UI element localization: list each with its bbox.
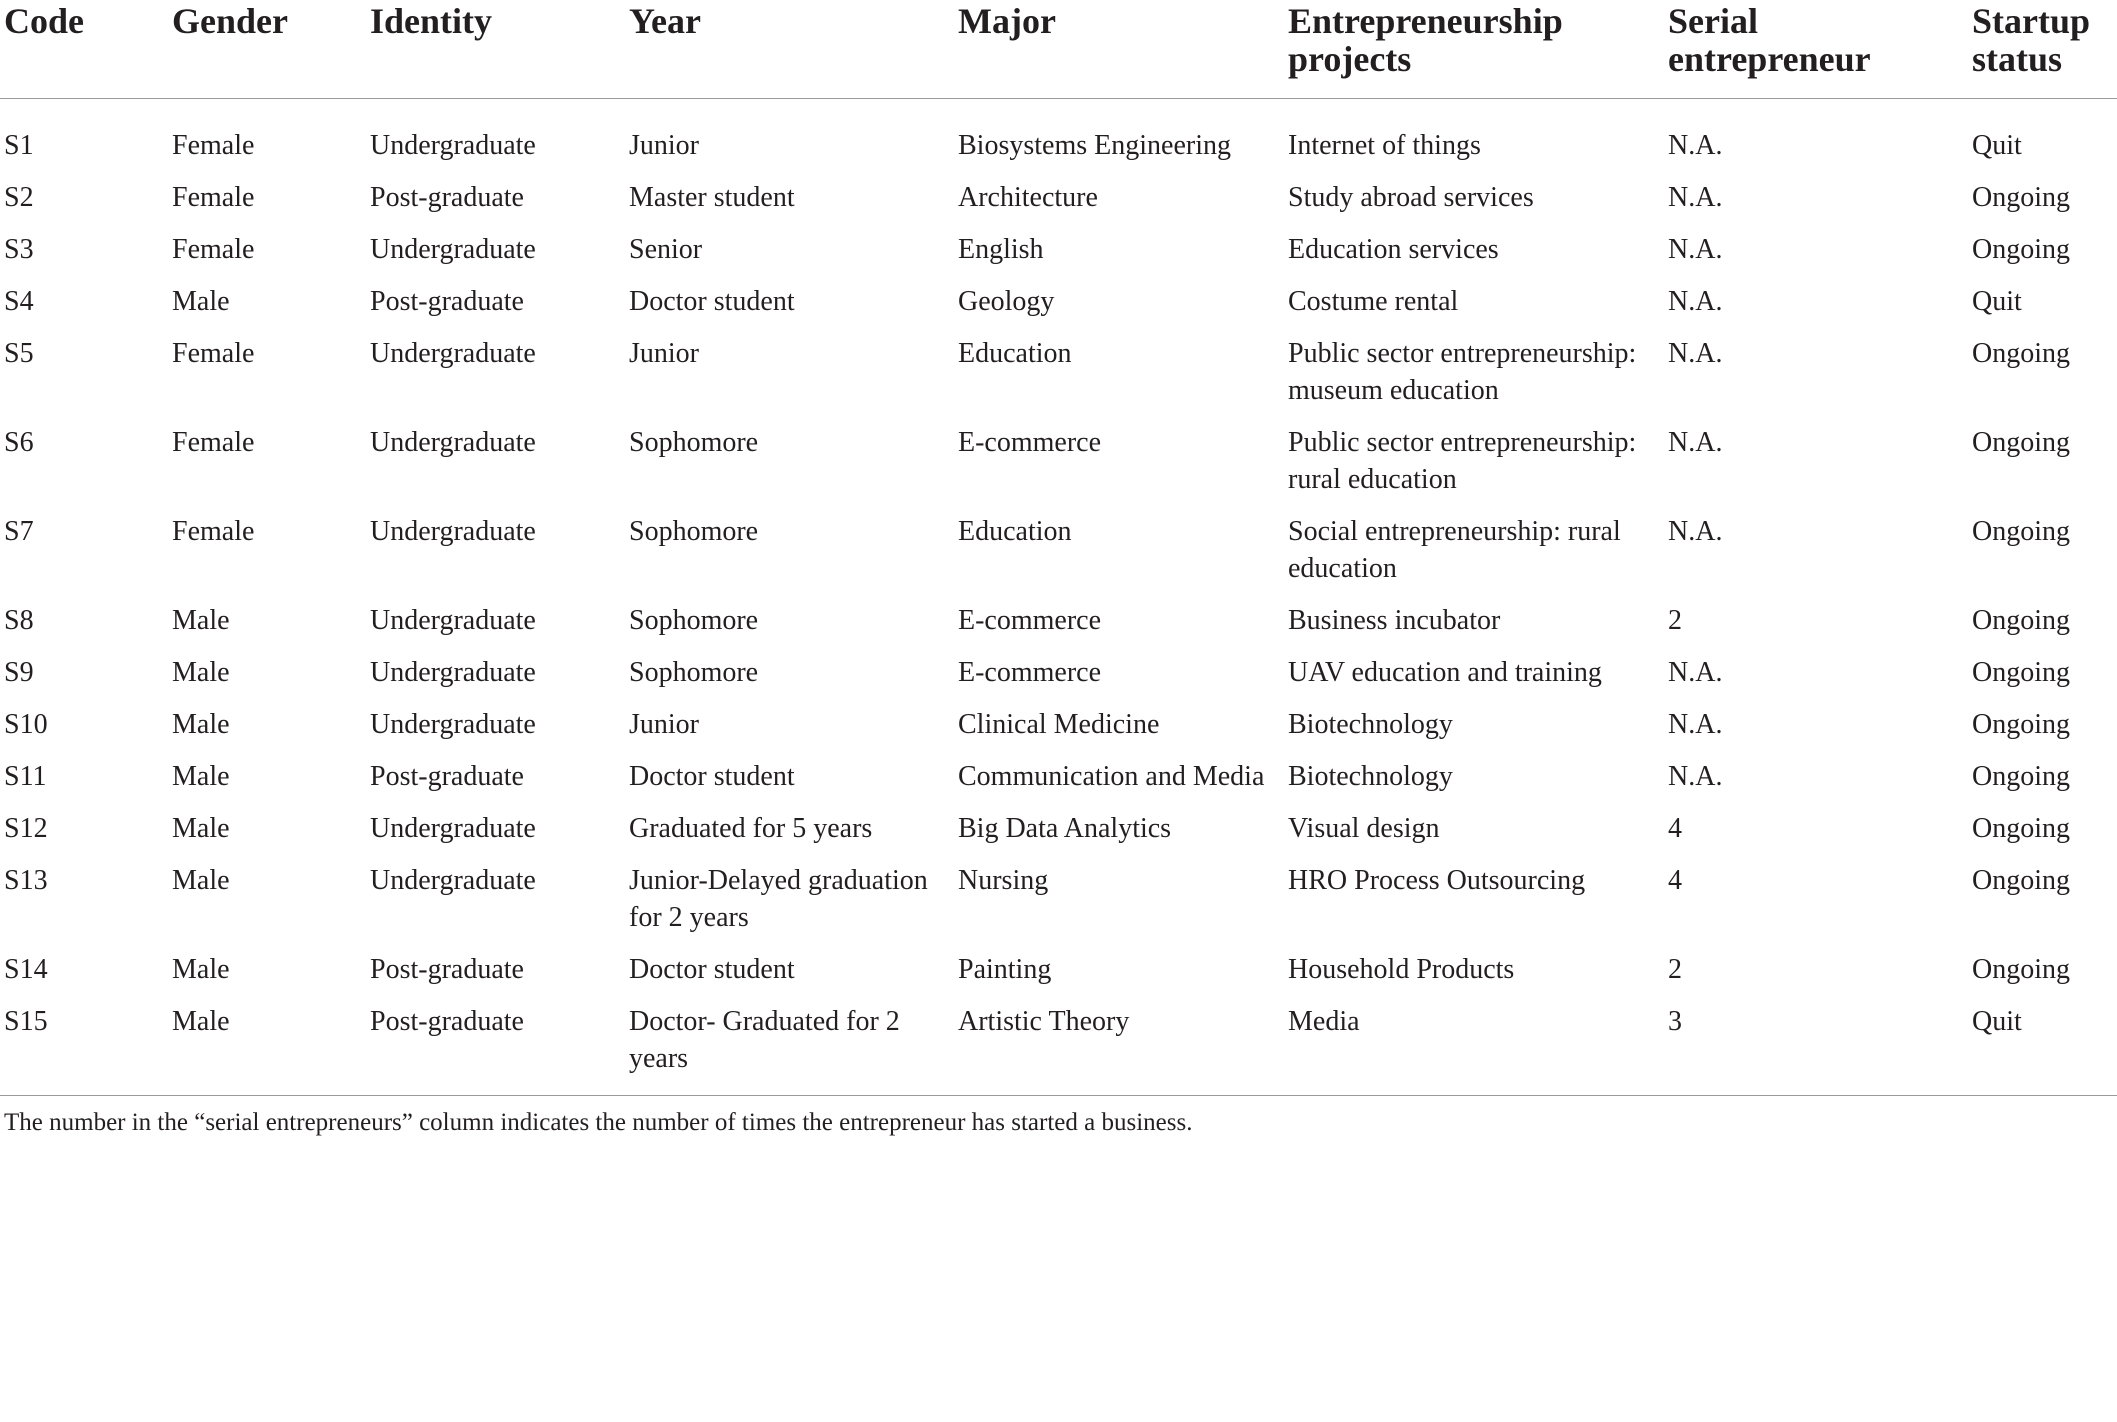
cell-identity: Post-graduate — [370, 1006, 524, 1037]
cell-identity: Post-graduate — [370, 182, 524, 213]
cell-serial-entrepreneur: 3 — [1668, 1006, 1682, 1037]
cell-code: S9 — [4, 657, 34, 688]
cell-code: S15 — [4, 1006, 48, 1037]
header-year: Year — [623, 0, 952, 99]
cell-startup-status: Quit — [1972, 286, 2022, 317]
cell-entrepreneurship-project: Biotechnology — [1288, 709, 1453, 740]
cell-gender: Male — [172, 709, 230, 740]
cell-gender: Male — [172, 1006, 230, 1037]
cell-serial-entrepreneur: N.A. — [1668, 516, 1723, 547]
cell-major: Geology — [958, 286, 1055, 317]
cell-entrepreneurship-project: Biotechnology — [1288, 761, 1453, 792]
footnote-divider — [0, 1095, 2117, 1096]
cell-identity: Undergraduate — [370, 427, 536, 458]
cell-entrepreneurship-project: Business incubator — [1288, 605, 1501, 636]
cell-identity: Post-graduate — [370, 954, 524, 985]
cell-identity: Undergraduate — [370, 130, 536, 161]
cell-startup-status: Ongoing — [1972, 427, 2070, 458]
table-row — [0, 283, 2117, 335]
cell-serial-entrepreneur: 2 — [1668, 605, 1682, 636]
cell-code: S5 — [4, 338, 34, 369]
cell-serial-entrepreneur: N.A. — [1668, 338, 1723, 369]
cell-serial-entrepreneur: N.A. — [1668, 234, 1723, 265]
cell-identity: Undergraduate — [370, 338, 536, 369]
cell-identity: Undergraduate — [370, 234, 536, 265]
cell-startup-status: Ongoing — [1972, 516, 2070, 547]
cell-serial-entrepreneur: N.A. — [1668, 182, 1723, 213]
cell-year: Sophomore — [629, 516, 759, 547]
cell-code: S13 — [4, 865, 48, 896]
cell-startup-status: Ongoing — [1972, 234, 2070, 265]
cell-entrepreneurship-project: Public sector entrepreneurship: rural education — [1288, 427, 1637, 495]
cell-serial-entrepreneur: 4 — [1668, 813, 1682, 844]
cell-gender: Female — [172, 516, 255, 547]
cell-serial-entrepreneur: N.A. — [1668, 130, 1723, 161]
cell-major: Architecture — [958, 182, 1098, 213]
table-row — [0, 513, 2117, 602]
cell-entrepreneurship-project: Costume rental — [1288, 286, 1459, 317]
cell-gender: Male — [172, 865, 230, 896]
cell-startup-status: Quit — [1972, 130, 2022, 161]
table-row — [0, 1003, 2117, 1091]
cell-serial-entrepreneur: N.A. — [1668, 709, 1723, 740]
cell-gender: Female — [172, 338, 255, 369]
cell-gender: Male — [172, 813, 230, 844]
cell-gender: Female — [172, 182, 255, 213]
cell-major: E-commerce — [958, 605, 1102, 636]
cell-year: Senior — [629, 234, 703, 265]
cell-major: E-commerce — [958, 657, 1102, 688]
header-row — [0, 0, 2117, 99]
cell-entrepreneurship-project: Social entrepreneurship: rural education — [1288, 516, 1621, 584]
cell-major: Nursing — [958, 865, 1049, 896]
cell-code: S2 — [4, 182, 34, 213]
cell-entrepreneurship-project: Education services — [1288, 234, 1499, 265]
cell-startup-status: Ongoing — [1972, 865, 2070, 896]
cell-startup-status: Ongoing — [1972, 657, 2070, 688]
cell-year: Junior — [629, 709, 699, 740]
cell-code: S3 — [4, 234, 34, 265]
cell-entrepreneurship-project: Public sector entrepreneurship: museum education — [1288, 338, 1637, 406]
cell-identity: Undergraduate — [370, 516, 536, 547]
cell-entrepreneurship-project: Study abroad services — [1288, 182, 1534, 213]
cell-gender: Female — [172, 130, 255, 161]
cell-major: E-commerce — [958, 427, 1102, 458]
cell-major: Clinical Medicine — [958, 709, 1160, 740]
cell-code: S6 — [4, 427, 34, 458]
cell-code: S11 — [4, 761, 47, 792]
cell-entrepreneurship-project: Visual design — [1288, 813, 1440, 844]
cell-entrepreneurship-project: Internet of things — [1288, 130, 1481, 161]
cell-gender: Female — [172, 234, 255, 265]
cell-code: S12 — [4, 813, 48, 844]
cell-entrepreneurship-project: Household Products — [1288, 954, 1515, 985]
cell-major: Artistic Theory — [958, 1006, 1130, 1037]
cell-year: Junior-Delayed graduation for 2 years — [629, 865, 928, 933]
cell-major: Painting — [958, 954, 1052, 985]
cell-startup-status: Ongoing — [1972, 813, 2070, 844]
cell-startup-status: Ongoing — [1972, 605, 2070, 636]
cell-identity: Undergraduate — [370, 813, 536, 844]
cell-major: Biosystems Engineering — [958, 130, 1231, 161]
cell-startup-status: Ongoing — [1972, 338, 2070, 369]
cell-entrepreneurship-project: HRO Process Outsourcing — [1288, 865, 1586, 896]
cell-year: Doctor student — [629, 954, 795, 985]
cell-year: Doctor- Graduated for 2 years — [629, 1006, 900, 1074]
cell-serial-entrepreneur: 4 — [1668, 865, 1682, 896]
header-startup-status: Startup status — [1966, 0, 2117, 99]
cell-major: Education — [958, 338, 1072, 369]
cell-startup-status: Ongoing — [1972, 761, 2070, 792]
header-entrepreneurship-projects: Entrepreneurship projects — [1282, 0, 1662, 99]
cell-year: Junior — [629, 338, 699, 369]
cell-year: Junior — [629, 130, 699, 161]
table-footnote: The number in the “serial entrepreneurs” column indicates the number of times the entrepreneur has started a business. — [4, 1109, 1193, 1136]
cell-startup-status: Ongoing — [1972, 954, 2070, 985]
cell-year: Doctor student — [629, 761, 795, 792]
table-row — [0, 706, 2117, 758]
cell-serial-entrepreneur: N.A. — [1668, 427, 1723, 458]
cell-year: Sophomore — [629, 657, 759, 688]
cell-identity: Undergraduate — [370, 865, 536, 896]
cell-gender: Male — [172, 657, 230, 688]
cell-identity: Post-graduate — [370, 286, 524, 317]
cell-code: S1 — [4, 130, 34, 161]
table-row — [0, 862, 2117, 951]
header-major: Major — [952, 0, 1282, 99]
cell-serial-entrepreneur: N.A. — [1668, 761, 1723, 792]
cell-year: Sophomore — [629, 427, 759, 458]
cell-startup-status: Ongoing — [1972, 182, 2070, 213]
cell-gender: Male — [172, 605, 230, 636]
cell-startup-status: Ongoing — [1972, 709, 2070, 740]
cell-serial-entrepreneur: N.A. — [1668, 286, 1723, 317]
cell-year: Master student — [629, 182, 795, 213]
cell-major: English — [958, 234, 1044, 265]
table-row — [0, 602, 2117, 654]
cell-identity: Undergraduate — [370, 605, 536, 636]
header-serial-entrepreneur: Serial entrepreneur — [1662, 0, 1966, 99]
cell-gender: Female — [172, 427, 255, 458]
table-row — [0, 810, 2117, 862]
cell-identity: Post-graduate — [370, 761, 524, 792]
table-row — [0, 231, 2117, 283]
cell-code: S7 — [4, 516, 34, 547]
cell-serial-entrepreneur: 2 — [1668, 954, 1682, 985]
cell-gender: Male — [172, 286, 230, 317]
table-row — [0, 654, 2117, 706]
cell-code: S8 — [4, 605, 34, 636]
table-header — [0, 0, 2117, 99]
header-code: Code — [0, 0, 166, 99]
cell-identity: Undergraduate — [370, 709, 536, 740]
table-row — [0, 758, 2117, 810]
table-row — [0, 424, 2117, 513]
cell-major: Communication and Media — [958, 761, 1265, 792]
cell-major: Education — [958, 516, 1072, 547]
cell-year: Doctor student — [629, 286, 795, 317]
cell-code: S10 — [4, 709, 48, 740]
cell-gender: Male — [172, 954, 230, 985]
cell-code: S4 — [4, 286, 34, 317]
cell-gender: Male — [172, 761, 230, 792]
header-identity: Identity — [364, 0, 623, 99]
table-row — [0, 335, 2117, 424]
cell-entrepreneurship-project: UAV education and training — [1288, 657, 1602, 688]
cell-identity: Undergraduate — [370, 657, 536, 688]
cell-serial-entrepreneur: N.A. — [1668, 657, 1723, 688]
table-row — [0, 179, 2117, 231]
table-row — [0, 951, 2117, 1003]
cell-entrepreneurship-project: Media — [1288, 1006, 1360, 1037]
cell-year: Sophomore — [629, 605, 759, 636]
table-body — [0, 99, 2117, 1092]
cell-major: Big Data Analytics — [958, 813, 1172, 844]
header-gender: Gender — [166, 0, 364, 99]
cell-year: Graduated for 5 years — [629, 813, 873, 844]
cell-code: S14 — [4, 954, 48, 985]
cell-startup-status: Quit — [1972, 1006, 2022, 1037]
table-row — [0, 99, 2117, 180]
